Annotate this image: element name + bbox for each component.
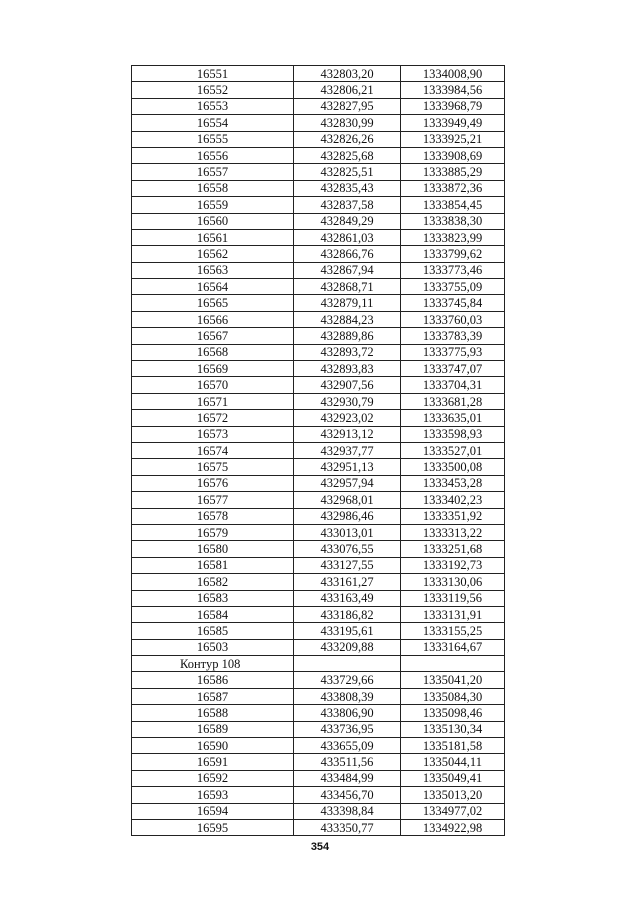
- x-coordinate-cell: 433806,90: [294, 705, 401, 721]
- y-coordinate-cell: 1333747,07: [401, 361, 505, 377]
- point-number-cell: 16589: [132, 721, 294, 737]
- y-coordinate-cell: 1335181,58: [401, 738, 505, 754]
- table-row: [132, 377, 505, 393]
- x-coordinate-cell: 433163,49: [294, 590, 401, 606]
- table-row: [132, 688, 505, 704]
- table-row: [132, 344, 505, 360]
- point-number-cell: 16556: [132, 147, 294, 163]
- y-coordinate-cell: 1333968,79: [401, 98, 505, 114]
- x-coordinate-cell: 432893,83: [294, 361, 401, 377]
- y-coordinate-cell: 1334008,90: [401, 66, 505, 82]
- point-number-cell: 16564: [132, 279, 294, 295]
- point-number-cell: 16558: [132, 180, 294, 196]
- y-coordinate-cell: 1333984,56: [401, 82, 505, 98]
- y-coordinate-cell: 1333500,08: [401, 459, 505, 475]
- x-coordinate-cell: 432825,68: [294, 147, 401, 163]
- table-row: [132, 639, 505, 655]
- y-coordinate-cell: 1335013,20: [401, 787, 505, 803]
- x-coordinate-cell: 432830,99: [294, 115, 401, 131]
- x-coordinate-cell: 432930,79: [294, 393, 401, 409]
- table-row: [132, 393, 505, 409]
- table-row: [132, 738, 505, 754]
- point-number-cell: 16580: [132, 541, 294, 557]
- x-coordinate-cell: 433511,56: [294, 754, 401, 770]
- point-number-cell: 16583: [132, 590, 294, 606]
- table-row: [132, 442, 505, 458]
- y-coordinate-cell: 1333755,09: [401, 279, 505, 295]
- x-coordinate-cell: 432889,86: [294, 328, 401, 344]
- y-coordinate-cell: 1333949,49: [401, 115, 505, 131]
- y-coordinate-cell: 1335044,11: [401, 754, 505, 770]
- y-coordinate-cell: 1333164,67: [401, 639, 505, 655]
- y-coordinate-cell: 1335130,34: [401, 721, 505, 737]
- y-coordinate-cell: 1334977,02: [401, 803, 505, 819]
- x-coordinate-cell: 432951,13: [294, 459, 401, 475]
- table-row: [132, 197, 505, 213]
- table-row: [132, 721, 505, 737]
- point-number-cell: 16553: [132, 98, 294, 114]
- x-coordinate-cell: 432806,21: [294, 82, 401, 98]
- point-number-cell: 16565: [132, 295, 294, 311]
- table-row: [132, 754, 505, 770]
- point-number-cell: 16581: [132, 557, 294, 573]
- table-row: [132, 606, 505, 622]
- table-row: [132, 770, 505, 786]
- section-header-row: [132, 656, 505, 672]
- table-row: [132, 705, 505, 721]
- table-row: [132, 164, 505, 180]
- x-coordinate-cell: 433127,55: [294, 557, 401, 573]
- y-coordinate-cell: 1333351,92: [401, 508, 505, 524]
- table-row: [132, 819, 505, 835]
- point-number-cell: 16554: [132, 115, 294, 131]
- x-coordinate-cell: 432957,94: [294, 475, 401, 491]
- x-coordinate-cell: 433736,95: [294, 721, 401, 737]
- y-coordinate-cell: 1333635,01: [401, 410, 505, 426]
- x-coordinate-cell: 432861,03: [294, 229, 401, 245]
- y-coordinate-cell: 1333925,21: [401, 131, 505, 147]
- x-coordinate-cell: 432893,72: [294, 344, 401, 360]
- x-coordinate-cell: 432866,76: [294, 246, 401, 262]
- x-coordinate-cell: 432827,95: [294, 98, 401, 114]
- table-row: [132, 672, 505, 688]
- table-row: [132, 508, 505, 524]
- x-coordinate-cell: 432907,56: [294, 377, 401, 393]
- table-row: [132, 147, 505, 163]
- coordinates-table-body: [132, 66, 505, 836]
- y-coordinate-cell: 1334922,98: [401, 819, 505, 835]
- point-number-cell: 16582: [132, 574, 294, 590]
- table-row: [132, 229, 505, 245]
- table-row: [132, 131, 505, 147]
- y-coordinate-cell: 1333838,30: [401, 213, 505, 229]
- point-number-cell: 16557: [132, 164, 294, 180]
- table-row: [132, 98, 505, 114]
- table-row: [132, 410, 505, 426]
- point-number-cell: 16503: [132, 639, 294, 655]
- x-coordinate-cell: 433729,66: [294, 672, 401, 688]
- table-row: [132, 180, 505, 196]
- point-number-cell: 16595: [132, 819, 294, 835]
- point-number-cell: 16593: [132, 787, 294, 803]
- table-row: [132, 82, 505, 98]
- x-coordinate-cell: 432913,12: [294, 426, 401, 442]
- y-coordinate-cell: 1333799,62: [401, 246, 505, 262]
- y-coordinate-cell: 1335041,20: [401, 672, 505, 688]
- point-number-cell: 16579: [132, 524, 294, 540]
- table-row: [132, 66, 505, 82]
- point-number-cell: 16567: [132, 328, 294, 344]
- x-coordinate-cell: 432826,26: [294, 131, 401, 147]
- point-number-cell: 16575: [132, 459, 294, 475]
- y-coordinate-cell: 1335084,30: [401, 688, 505, 704]
- point-number-cell: 16566: [132, 311, 294, 327]
- y-coordinate-cell: 1333908,69: [401, 147, 505, 163]
- table-row: [132, 115, 505, 131]
- y-coordinate-cell: 1333854,45: [401, 197, 505, 213]
- x-coordinate-cell: 433808,39: [294, 688, 401, 704]
- point-number-cell: 16573: [132, 426, 294, 442]
- point-number-cell: 16572: [132, 410, 294, 426]
- x-coordinate-cell: 433209,88: [294, 639, 401, 655]
- table-row: [132, 524, 505, 540]
- y-coordinate-cell: 1333192,73: [401, 557, 505, 573]
- y-coordinate-cell: 1333681,28: [401, 393, 505, 409]
- table-row: [132, 279, 505, 295]
- empty-cell-y: [401, 656, 505, 672]
- point-number-cell: 16586: [132, 672, 294, 688]
- x-coordinate-cell: 432835,43: [294, 180, 401, 196]
- table-row: [132, 623, 505, 639]
- x-coordinate-cell: 432923,02: [294, 410, 401, 426]
- x-coordinate-cell: 432884,23: [294, 311, 401, 327]
- y-coordinate-cell: 1333527,01: [401, 442, 505, 458]
- table-row: [132, 426, 505, 442]
- point-number-cell: 16571: [132, 393, 294, 409]
- y-coordinate-cell: 1335098,46: [401, 705, 505, 721]
- coordinates-table: [131, 65, 505, 836]
- table-row: [132, 475, 505, 491]
- point-number-cell: 16587: [132, 688, 294, 704]
- x-coordinate-cell: 433195,61: [294, 623, 401, 639]
- point-number-cell: 16570: [132, 377, 294, 393]
- point-number-cell: 16588: [132, 705, 294, 721]
- table-row: [132, 295, 505, 311]
- point-number-cell: 16578: [132, 508, 294, 524]
- y-coordinate-cell: 1333402,23: [401, 492, 505, 508]
- point-number-cell: 16561: [132, 229, 294, 245]
- point-number-cell: 16559: [132, 197, 294, 213]
- y-coordinate-cell: 1333775,93: [401, 344, 505, 360]
- x-coordinate-cell: 433013,01: [294, 524, 401, 540]
- y-coordinate-cell: 1333760,03: [401, 311, 505, 327]
- y-coordinate-cell: 1333704,31: [401, 377, 505, 393]
- x-coordinate-cell: 432986,46: [294, 508, 401, 524]
- point-number-cell: 16590: [132, 738, 294, 754]
- x-coordinate-cell: 433076,55: [294, 541, 401, 557]
- table-row: [132, 574, 505, 590]
- y-coordinate-cell: 1333155,25: [401, 623, 505, 639]
- table-row: [132, 541, 505, 557]
- table-row: [132, 459, 505, 475]
- table-row: [132, 328, 505, 344]
- x-coordinate-cell: 432867,94: [294, 262, 401, 278]
- x-coordinate-cell: 432968,01: [294, 492, 401, 508]
- point-number-cell: 16552: [132, 82, 294, 98]
- table-row: [132, 311, 505, 327]
- x-coordinate-cell: 432937,77: [294, 442, 401, 458]
- y-coordinate-cell: 1333453,28: [401, 475, 505, 491]
- y-coordinate-cell: 1333130,06: [401, 574, 505, 590]
- y-coordinate-cell: 1333131,91: [401, 606, 505, 622]
- y-coordinate-cell: 1333598,93: [401, 426, 505, 442]
- x-coordinate-cell: 433186,82: [294, 606, 401, 622]
- table-row: [132, 213, 505, 229]
- x-coordinate-cell: 432837,58: [294, 197, 401, 213]
- y-coordinate-cell: 1335049,41: [401, 770, 505, 786]
- y-coordinate-cell: 1333823,99: [401, 229, 505, 245]
- section-label: Контур 108: [132, 656, 294, 672]
- table-row: [132, 262, 505, 278]
- point-number-cell: 16551: [132, 66, 294, 82]
- x-coordinate-cell: 433398,84: [294, 803, 401, 819]
- y-coordinate-cell: 1333872,36: [401, 180, 505, 196]
- y-coordinate-cell: 1333773,46: [401, 262, 505, 278]
- point-number-cell: 16555: [132, 131, 294, 147]
- point-number-cell: 16560: [132, 213, 294, 229]
- point-number-cell: 16592: [132, 770, 294, 786]
- x-coordinate-cell: 432868,71: [294, 279, 401, 295]
- page-number: 354: [310, 841, 330, 853]
- table-row: [132, 787, 505, 803]
- point-number-cell: 16577: [132, 492, 294, 508]
- x-coordinate-cell: 432879,11: [294, 295, 401, 311]
- y-coordinate-cell: 1333119,56: [401, 590, 505, 606]
- x-coordinate-cell: 433655,09: [294, 738, 401, 754]
- point-number-cell: 16576: [132, 475, 294, 491]
- point-number-cell: 16574: [132, 442, 294, 458]
- y-coordinate-cell: 1333251,68: [401, 541, 505, 557]
- point-number-cell: 16591: [132, 754, 294, 770]
- x-coordinate-cell: 432825,51: [294, 164, 401, 180]
- point-number-cell: 16584: [132, 606, 294, 622]
- point-number-cell: 16568: [132, 344, 294, 360]
- y-coordinate-cell: 1333885,29: [401, 164, 505, 180]
- x-coordinate-cell: 432803,20: [294, 66, 401, 82]
- table-row: [132, 557, 505, 573]
- table-row: [132, 803, 505, 819]
- table-row: [132, 246, 505, 262]
- point-number-cell: 16585: [132, 623, 294, 639]
- x-coordinate-cell: 433350,77: [294, 819, 401, 835]
- y-coordinate-cell: 1333313,22: [401, 524, 505, 540]
- y-coordinate-cell: 1333745,84: [401, 295, 505, 311]
- x-coordinate-cell: 433484,99: [294, 770, 401, 786]
- x-coordinate-cell: 433456,70: [294, 787, 401, 803]
- point-number-cell: 16569: [132, 361, 294, 377]
- y-coordinate-cell: 1333783,39: [401, 328, 505, 344]
- point-number-cell: 16562: [132, 246, 294, 262]
- table-row: [132, 590, 505, 606]
- x-coordinate-cell: 433161,27: [294, 574, 401, 590]
- x-coordinate-cell: 432849,29: [294, 213, 401, 229]
- empty-cell-x: [294, 656, 401, 672]
- point-number-cell: 16594: [132, 803, 294, 819]
- table-row: [132, 361, 505, 377]
- table-row: [132, 492, 505, 508]
- point-number-cell: 16563: [132, 262, 294, 278]
